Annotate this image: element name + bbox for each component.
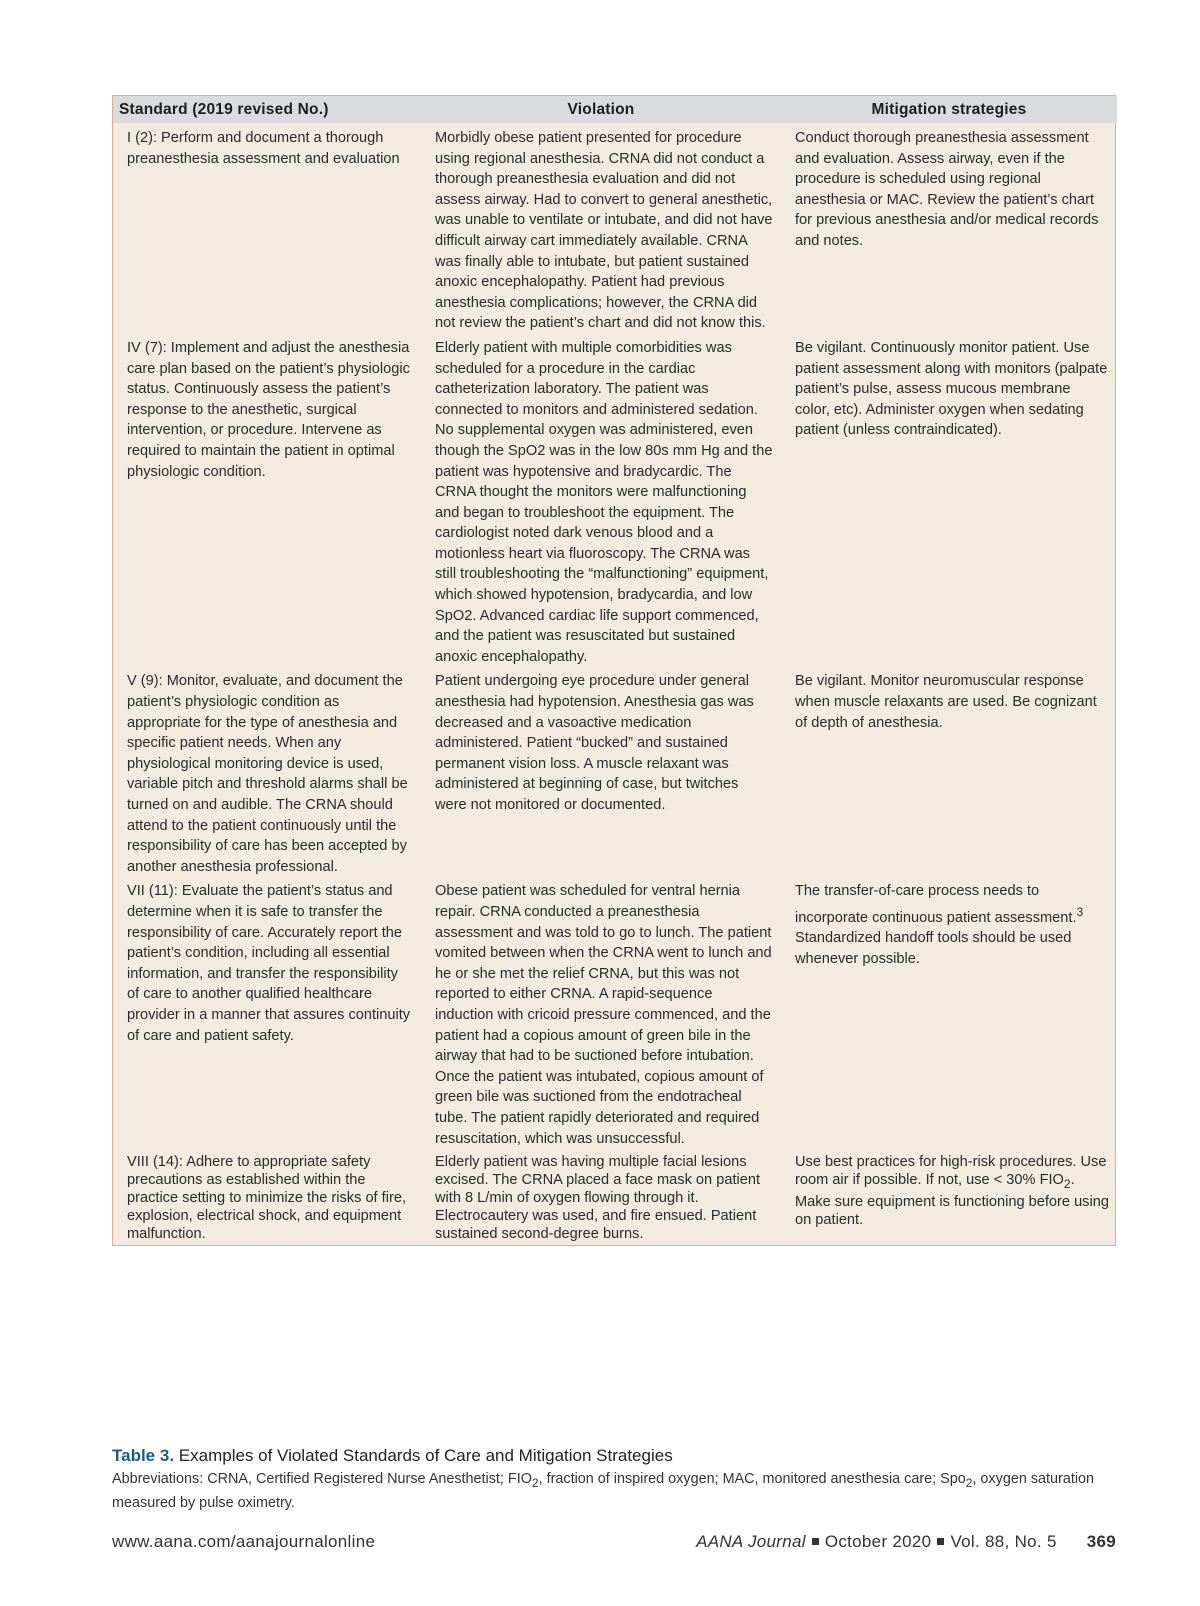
header-violation: Violation — [421, 96, 781, 123]
table-caption — [112, 1446, 1116, 1513]
table-row — [113, 669, 1117, 879]
square-bullet-icon — [937, 1538, 944, 1545]
table-row — [113, 879, 1117, 1151]
caption-label: Table 3. — [112, 1446, 175, 1465]
cell-standard: I (2): Perform and document a thorough preanesthesia assessment and evaluation — [127, 130, 400, 167]
page-footer — [112, 1532, 1116, 1556]
header-standard: Standard (2019 revised No.) — [113, 96, 421, 123]
header-mitigation: Mitigation strategies — [781, 96, 1117, 123]
cell-mitigation — [781, 879, 1117, 1151]
cell-standard: IV (7): Implement and adjust the anesthesia care plan based on the patient’s physiologic status. Continuously assess the patient’s response to the anesthetic, surgical intervention, or procedure. Intervene as required to maintain the patient in optimal physiologic condition. — [127, 339, 410, 480]
cell-standard: VII (11): Evaluate the patient’s status and determine when it is safe to transfer the responsibility of care. Accurately report the patient’s condition, including all essential information, and transfer the responsibility of care to another qualified healthcare provider in a manner that assures continuity of care and patient safety. — [127, 883, 411, 1044]
journal-url: www.aana.com/aanajournalonline — [112, 1532, 376, 1551]
subscript: 2 — [531, 1475, 539, 1490]
caption-abbreviations — [112, 1469, 1116, 1513]
table-row — [113, 336, 1117, 670]
cell-standard: V (9): Monitor, evaluate, and document the patient’s physiologic condition as appropriate for the type of anesthesia and specific patient needs. When any physiological monitoring device is used, variable pitch and threshold alarms shall be turned on and audible. The CRNA should attend to the patient continuously until the responsibility of care has been accepted by another anesthesia professional. — [127, 673, 408, 875]
page-number: 369 — [1086, 1532, 1116, 1551]
mitigation-text: The transfer-of-care process needs to incorporate continuous patient assessment. — [795, 883, 1077, 926]
issue-date: October 2020 — [824, 1532, 932, 1551]
subscript: 2 — [965, 1475, 973, 1490]
standards-table-container — [112, 95, 1116, 1246]
caption-title — [112, 1446, 1116, 1466]
cell-mitigation — [781, 1151, 1117, 1245]
cell-standard: VIII (14): Adhere to appropriate safety precautions as established within the practice setting to minimize the risks of fire, explosion, electrical shock, and equipment malfunction. — [127, 1154, 406, 1243]
cell-violation: Elderly patient with multiple comorbidities was scheduled for a procedure in the cardiac catheterization laboratory. The patient was connected to monitors and administered sedation. No supplemental oxygen was administered, even though the SpO2 was in the low 80s mm Hg and the patient was hypotensive and bradycardic. The CRNA thought the monitors were malfunctioning and began to troubleshoot the equipment. The cardiologist noted dark venous blood and a motionless heart via fluoroscopy. The CRNA was still troubleshooting the “malfunctioning” equipment, which showed hypotension, bradycardia, and low SpO2. Advanced cardiac life support commenced, and the patient was resuscitated but sustained anoxic encephalopathy. — [435, 339, 773, 665]
cell-violation: Morbidly obese patient presented for procedure using regional anesthesia. CRNA did not conduct a thorough preanesthesia evaluation and did not assess airway. Had to convert to general anesthetic, was unable to ventilate or intubate, and did not have difficult airway cart immediately available. CRNA was finally able to intubate, but patient sustained anoxic encephalopathy. Patient had previous anesthesia complications; however, the CRNA did not review the patient’s chart and did not know this. — [435, 130, 773, 332]
table-header-row — [113, 96, 1117, 123]
standards-table — [113, 96, 1117, 1245]
citation-superscript: 3 — [1076, 904, 1084, 919]
mitigation-text: Use best practices for high-risk procedures. Use room air if possible. If not, use < 30% FIO — [795, 1154, 1107, 1189]
volume-issue: Vol. 88, No. 5 — [950, 1532, 1057, 1551]
mitigation-text-tail: Standardized handoff tools should be used whenever possible. — [795, 930, 1072, 968]
abbr-text: , oxygen saturation measured by pulse oximetry. — [112, 1471, 1095, 1511]
journal-citation — [696, 1532, 1116, 1552]
table-row — [113, 1151, 1117, 1245]
cell-violation: Elderly patient was having multiple facial lesions excised. The CRNA placed a face mask on patient with 8 L/min of oxygen flowing through it. Electrocautery was used, and fire ensued. Patient sustained second-degree burns. — [435, 1154, 761, 1243]
mitigation-text-tail: . Make sure equipment is functioning before using on patient. — [795, 1172, 1109, 1228]
table-row — [113, 123, 1117, 336]
journal-name: AANA Journal — [696, 1532, 806, 1551]
caption-title-text: Examples of Violated Standards of Care and Mitigation Strategies — [178, 1446, 673, 1465]
abbr-text: Abbreviations: CRNA, Certified Registered Nurse Anesthetist; FIO — [112, 1471, 532, 1487]
cell-mitigation: Be vigilant. Continuously monitor patient. Use patient assessment along with monitors (palpate patient’s pulse, assess mucous membrane color, etc). Administer oxygen when sedating patient (unless contraindicated). — [795, 339, 1108, 439]
abbr-text: , fraction of inspired oxygen; MAC, monitored anesthesia care; Spo — [538, 1471, 966, 1487]
subscript: 2 — [1063, 1177, 1071, 1191]
cell-mitigation: Be vigilant. Monitor neuromuscular response when muscle relaxants are used. Be cognizant of depth of anesthesia. — [795, 673, 1097, 731]
cell-violation: Obese patient was scheduled for ventral hernia repair. CRNA conducted a preanesthesia assessment and was told to go to lunch. The patient vomited between when the CRNA went to lunch and he or she met the relief CRNA, but this was not reported to either CRNA. A rapid-sequence induction with cricoid pressure commenced, and the patient had a copious amount of green bile in the airway that had to be suctioned before intubation. Once the patient was intubated, copious amount of green bile was suctioned from the endotracheal tube. The patient rapidly deteriorated and required resuscitation, which was unsuccessful. — [435, 883, 772, 1147]
cell-violation: Patient undergoing eye procedure under general anesthesia had hypotension. Anesthesia gas was decreased and a vasoactive medication administered. Patient “bucked” and sustained permanent vision loss. A muscle relaxant was administered at beginning of case, but twitches were not monitored or documented. — [435, 673, 754, 813]
square-bullet-icon — [812, 1538, 819, 1545]
cell-mitigation: Conduct thorough preanesthesia assessment and evaluation. Assess airway, even if the procedure is scheduled using regional anesthesia or MAC. Review the patient’s chart for previous anesthesia and/or medical records and notes. — [795, 130, 1099, 249]
